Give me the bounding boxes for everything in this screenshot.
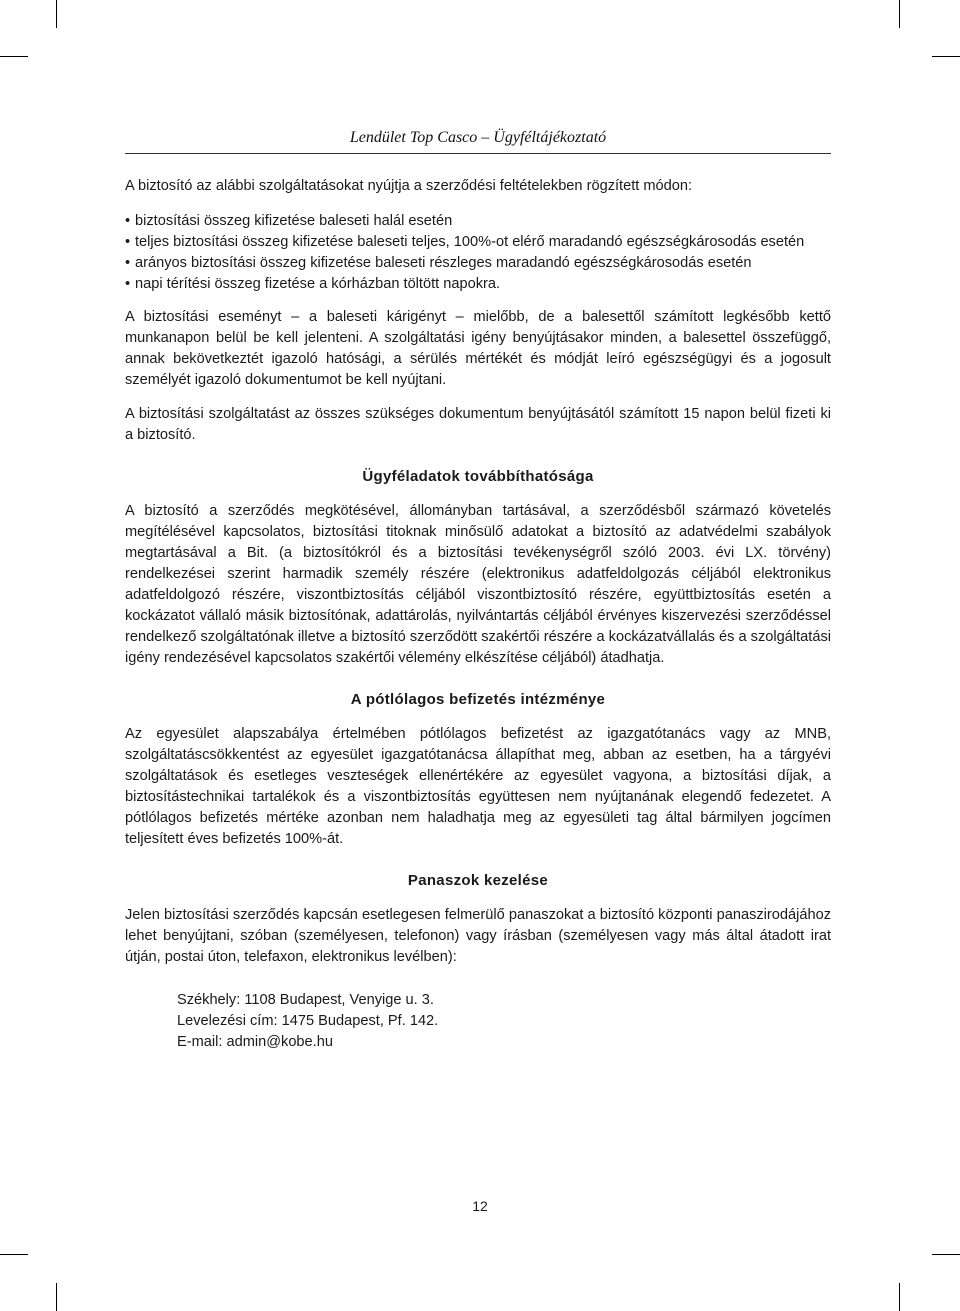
section-heading-data-transfer: Ügyféladatok továbbíthatósága xyxy=(362,468,594,485)
crop-mark-top-right-vertical xyxy=(899,0,900,28)
list-item: • arányos biztosítási összeg kifizetése baleseti részleges maradandó egészségkárosodás esetén xyxy=(125,253,831,274)
payment-deadline-paragraph: A biztosítási szolgáltatást az összes szükséges dokumentum benyújtásától számított 15 napon belül fizeti ki a biztosító. xyxy=(125,406,831,443)
page-number: 12 xyxy=(472,1198,488,1214)
crop-mark-bottom-right-vertical xyxy=(899,1283,900,1311)
complaints-paragraph: Jelen biztosítási szerződés kapcsán esetlegesen felmerülő panaszokat a biztosító központi panaszirodájához lehet benyújtani, szóban (személyesen, telefonon) vagy írásban (személyesen vagy más által átadott irat útján, postai úton, telefaxon, elektronikus levélben): xyxy=(125,907,831,965)
crop-mark-top-left-vertical xyxy=(56,0,57,28)
list-item: • teljes biztosítási összeg kifizetése baleseti teljes, 100%-ot elérő maradandó egészségkárosodás esetén xyxy=(125,232,831,253)
list-item: • biztosítási összeg kifizetése baleseti halál esetén xyxy=(125,211,831,232)
data-transfer-paragraph: A biztosító a szerződés megkötésével, állományban tartásával, a szerződésből származó követelés megítélésével kapcsolatos, biztosítási titoknak minősülő adatokat a biztosító az adatvédelmi szabályok megtartásával a Bit. (a biztosítókról és a biztosítási tevékenységről szóló 2003. évi LX. törvény) rendelkezései szerint harmadik személy részére (elektronikus adatfeldolgozás céljából elektronikus adatfeldolgozó részére, viszontbiztosítás céljából viszontbiztosító részére, együttbiztosítás esetén a kockázatot vállaló másik biztosítónak, adattárolás, nyilvántartás céljából érvényes kiszervezési szerződéssel rendelkező szolgáltatónak illetve a biztosító szerződött szakértői részére a kockázatvállalás és a szolgáltatási igény rendezésével kapcsolatos szakértői vélemény elkészítése céljából) átadhatja. xyxy=(125,503,831,666)
address-block xyxy=(125,990,831,1053)
crop-mark-top-right-horizontal xyxy=(932,56,960,57)
address-line-postal: Levelezési cím: 1475 Budapest, Pf. 142. xyxy=(177,1013,439,1029)
crop-mark-bottom-right-horizontal xyxy=(932,1254,960,1255)
header-rule xyxy=(125,153,831,154)
supplementary-payment-paragraph: Az egyesület alapszabálya értelmében pótlólagos befizetést az igazgatótanács vagy az MNB, szolgáltatáscsökkentést az egyesület igazgatótanácsa állapíthat meg, abban az esetben, ha a tárgyévi szolgáltatások és esetleges veszteségek ellenértékére az egyesület vagyona, a biztosítási díjak, a biztosítástechnikai tartalékok és a viszontbiztosítás együttesen nem nyújtanának elegendő fedezetet. A pótlólagos befizetés mértéke azonban nem haladhatja meg az egyesületi tag által bármilyen jogcímen teljesített éves befizetés 100%-át. xyxy=(125,726,831,847)
address-line-seat: Székhely: 1108 Budapest, Venyige u. 3. xyxy=(177,992,434,1008)
page-content xyxy=(125,176,831,1053)
crop-mark-top-left-horizontal xyxy=(0,56,28,57)
list-item: • napi térítési összeg fizetése a kórházban töltött napokra. xyxy=(125,274,831,295)
section-heading-supplementary-payment: A pótlólagos befizetés intézménye xyxy=(350,691,606,708)
claim-notification-paragraph: A biztosítási eseményt – a baleseti kárigényt – mielőbb, de a balesettől számított legkésőbb kettő munkanapon belül be kell jelenteni. A szolgáltatási igény benyújtásakor minden, a balesettel összefüggő, annak bekövetkeztét igazoló hatósági, a sérülés mértékét és módját leíró egészségügyi és a jogosult személyét igazoló dokumentumot be kell nyújtani. xyxy=(125,309,831,388)
running-header: Lendület Top Casco – Ügyféltájékoztató xyxy=(349,129,607,146)
services-list xyxy=(125,211,831,295)
crop-mark-bottom-left-horizontal xyxy=(0,1254,28,1255)
section-heading-complaints: Panaszok kezelése xyxy=(407,872,549,889)
crop-mark-bottom-left-vertical xyxy=(56,1283,57,1311)
intro-paragraph: A biztosító az alábbi szolgáltatásokat nyújtja a szerződési feltételekben rögzített módon: xyxy=(125,178,693,194)
address-line-email: E-mail: admin@kobe.hu xyxy=(177,1034,333,1050)
